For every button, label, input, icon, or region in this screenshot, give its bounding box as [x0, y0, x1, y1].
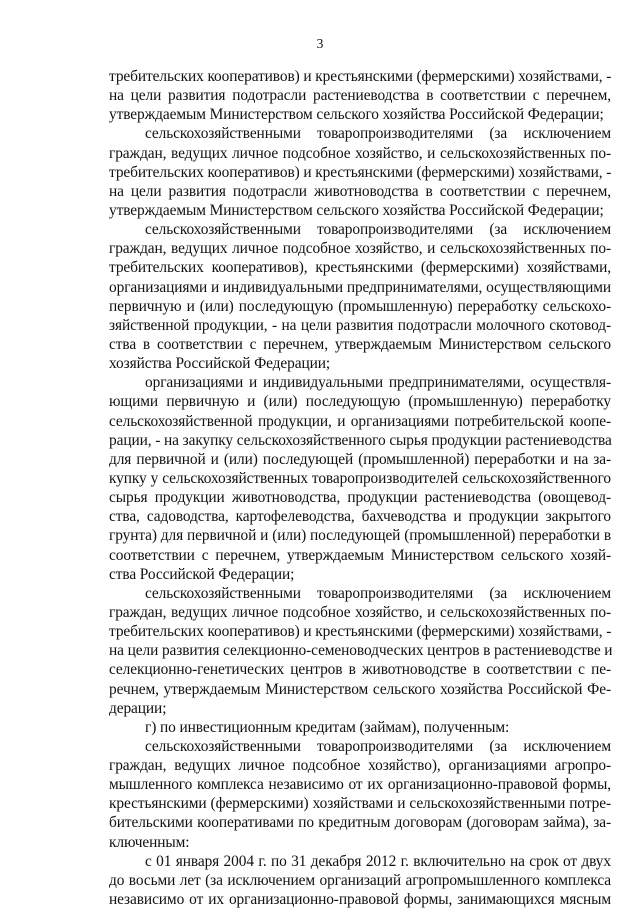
document-body	[109, 67, 611, 909]
text-line: на цели развития селекционно-семеноводческих центров в растениеводстве и	[109, 642, 613, 660]
text-line: крестьянскими (фермерскими) хозяйствами и сельскохозяйственными потре-	[109, 795, 611, 813]
text-line: бительскими кооперативами по кредитным договорам (договорам займа), за-	[109, 814, 611, 832]
text-line: ющими первичную и (или) последующую (промышленную) переработку	[109, 393, 611, 411]
text-line: для первичной и (или) последующей (промышленной) переработки и на за-	[109, 450, 611, 468]
text-line: ства Российской Федерации;	[109, 565, 295, 583]
text-line: селекционно-генетических центров в животноводстве в соответствии с пе-	[109, 661, 611, 679]
text-line: до восьми лет (за исключением организаций агропромышленного комплекса	[109, 871, 611, 889]
text-line: сырья продукции животноводства, продукции растениеводства (овощевод-	[109, 489, 611, 507]
text-line: г) по инвестиционным кредитам (займам), полученным:	[145, 718, 510, 736]
text-line: рации, - на закупку сельскохозяйственного сырья продукции растениеводства	[109, 431, 612, 449]
text-line: сельскохозяйственными товаропроизводителями (за исключением	[145, 737, 611, 755]
text-line: мышленного комплекса независимо от их организационно-правовой формы,	[109, 776, 611, 794]
text-line: сельскохозяйственными товаропроизводителями (за исключением	[145, 125, 611, 143]
text-line: ства в соответствии с перечнем, утверждаемым Министерством сельского	[109, 335, 611, 353]
text-line: речнем, утверждаемым Министерством сельского хозяйства Российской Фе-	[109, 680, 611, 698]
text-line: первичную и (или) последующую (промышленную) переработку сельскохо-	[109, 297, 611, 315]
text-line: утверждаемым Министерством сельского хозяйства Российской Федерации;	[109, 106, 604, 124]
text-line: с 01 января 2004 г. по 31 декабря 2012 г. включительно на срок от двух	[145, 852, 611, 870]
text-line: сельскохозяйственными товаропроизводителями (за исключением	[145, 584, 611, 602]
text-line: соответствии с перечнем, утверждаемым Министерством сельского хозяй-	[109, 546, 611, 564]
text-line: требительских кооперативов) и крестьянскими (фермерскими) хозяйствами, -	[109, 623, 612, 641]
text-line: утверждаемым Министерством сельского хозяйства Российской Федерации;	[109, 201, 604, 219]
text-line: грунта) для первичной и (или) последующей (промышленной) переработки в	[109, 527, 611, 545]
text-line: организациями и индивидуальными предпринимателями, осуществля-	[145, 374, 611, 392]
text-line: граждан, ведущих личное подсобное хозяйство), организациями агропро-	[109, 757, 611, 775]
text-line: сельскохозяйственной продукции, и организациями потребительской коопе-	[109, 412, 611, 430]
text-line: сельскохозяйственными товаропроизводителями (за исключением	[145, 221, 611, 239]
page-number: 3	[316, 36, 324, 51]
text-line: граждан, ведущих личное подсобное хозяйство, и сельскохозяйственных по-	[109, 603, 611, 621]
text-line: купку у сельскохозяйственных товаропроизводителей сельскохозяйственного	[109, 469, 611, 487]
text-line: независимо от их организационно-правовой формы, занимающихся мясным	[109, 891, 611, 909]
text-line: требительских кооперативов) и крестьянскими (фермерскими) хозяйствами, -	[109, 163, 612, 181]
text-line: хозяйства Российской Федерации;	[109, 355, 331, 373]
text-line: зяйственной продукции, - на цели развития подотрасли молочного скотовод-	[109, 316, 611, 334]
text-line: ключенным:	[109, 833, 190, 851]
text-line: организациями и индивидуальными предпринимателями, осуществляющими	[109, 278, 611, 296]
text-line: требительских кооперативов) и крестьянскими (фермерскими) хозяйствами, -	[109, 68, 612, 85]
text-line: на цели развития подотрасли растениеводства в соответствии с перечнем,	[109, 87, 611, 105]
text-line: граждан, ведущих личное подсобное хозяйство, и сельскохозяйственных по-	[109, 240, 611, 258]
text-line: граждан, ведущих личное подсобное хозяйство, и сельскохозяйственных по-	[109, 144, 611, 162]
text-line: требительских кооперативов), крестьянскими (фермерскими) хозяйствами,	[109, 259, 611, 277]
text-line: дерации;	[109, 699, 167, 717]
text-line: на цели развития подотрасли животноводства в соответствии с перечнем,	[109, 182, 611, 200]
text-line: ства, садоводства, картофелеводства, бахчеводства и продукции закрытого	[109, 508, 611, 526]
